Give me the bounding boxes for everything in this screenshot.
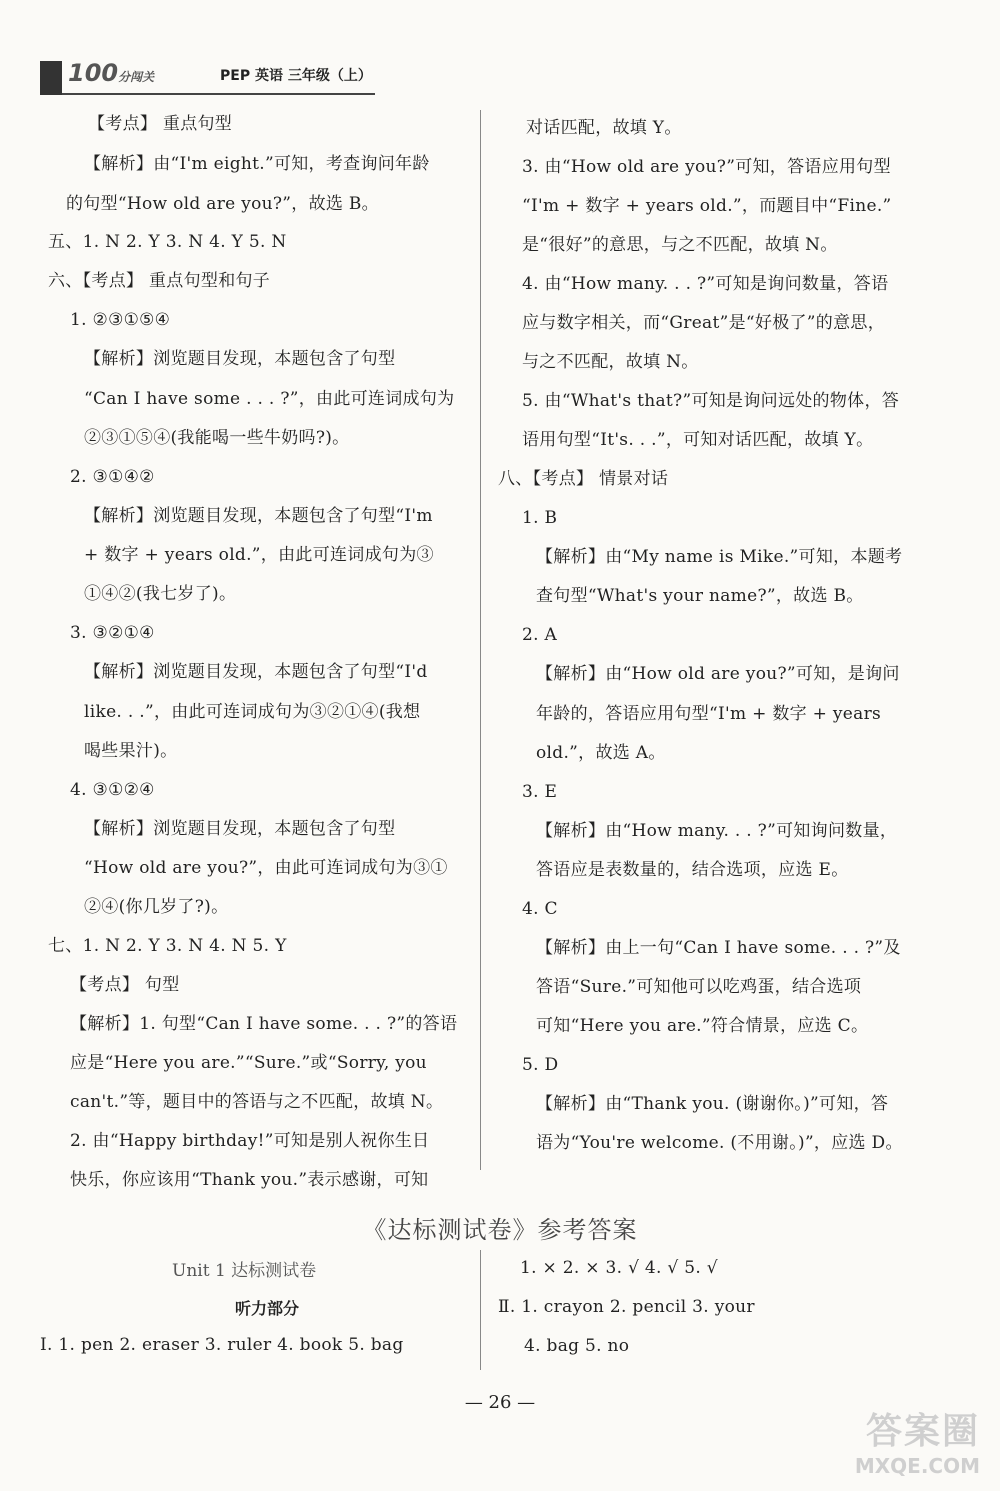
watermark-logo: 答案圈 MXQE.COM	[854, 1411, 980, 1478]
text-line: 【解析】由“How many. . . ?”可知询问数量，	[536, 821, 898, 841]
text-line: 答语应是表数量的，结合选项，应选 E。	[536, 860, 849, 880]
listening-title: 听力部分	[235, 1299, 300, 1318]
column-divider-bottom	[480, 1250, 481, 1370]
text-line: 查句型“What's your name?”，故选 B。	[536, 586, 864, 606]
text-line: 年龄的，答语应用句型“I'm + 数字 + years	[536, 704, 882, 724]
text-line: 语为“You're welcome. (不用谢。)”，应选 D。	[536, 1133, 903, 1153]
text-line: 【解析】浏览题目发现，本题包含了句型	[84, 349, 396, 369]
text-line: 是“很好”的意思，与之不匹配，故填 N。	[522, 235, 838, 255]
text-line: 【解析】由上一句“Can I have some. . . ?”及	[536, 938, 901, 958]
text-line: 【考点】 句型	[70, 975, 180, 995]
text-line: 八、【考点】 情景对话	[498, 469, 669, 489]
text-line: 应与数字相关，而“Great”是“好极了”的意思，	[522, 313, 885, 333]
text-line: 应是“Here you are.”“Sure.”或“Sorry, you	[70, 1053, 427, 1073]
text-line: 3. E	[522, 782, 558, 802]
text-line: 2. A	[522, 625, 558, 645]
text-line: 1. B	[522, 508, 558, 528]
text-line: 【解析】由“I'm eight.”可知，考查询问年龄	[84, 154, 430, 174]
answer-line: Ⅱ. 1. crayon 2. pencil 3. your	[498, 1297, 755, 1317]
section-title: 《达标测试卷》参考答案	[362, 1216, 638, 1244]
text-line: 4. ③①②④	[70, 780, 155, 800]
text-line: + 数字 + years old.”，由此可连词成句为③	[84, 545, 434, 565]
text-line: 六、【考点】 重点句型和句子	[48, 271, 271, 291]
text-line: 4. 由“How many. . . ?”可知是询问数量，答语	[522, 274, 889, 294]
text-line: 快乐，你应该用“Thank you.”表示感谢，可知	[70, 1170, 429, 1190]
text-line: 【解析】浏览题目发现，本题包含了句型	[84, 819, 396, 839]
text-line: 的句型“How old are you?”，故选 B。	[66, 194, 379, 214]
page-number: — 26 —	[464, 1392, 536, 1413]
text-line: old.”，故选 A。	[536, 743, 666, 763]
book-title: PEP 英语 三年级（上）	[220, 68, 372, 84]
text-line: 3. ③②①④	[70, 623, 155, 643]
text-line: 2. 由“Happy birthday!”可知是别人祝你生日	[70, 1131, 430, 1151]
page-header	[40, 55, 375, 95]
header-rule	[62, 93, 375, 95]
text-line: 【解析】由“Thank you. (谢谢你。)”可知，答	[536, 1094, 889, 1114]
text-line: 喝些果汁)。	[84, 741, 178, 761]
text-line: 【考点】 重点句型	[88, 114, 233, 134]
text-line: 【解析】浏览题目发现，本题包含了句型“I'm	[84, 506, 433, 526]
text-line: 4. C	[522, 899, 558, 919]
header-bar	[40, 61, 62, 95]
answer-line: 4. bag 5. no	[524, 1336, 630, 1356]
column-divider	[480, 110, 481, 1170]
text-line: 五、1. N 2. Y 3. N 4. Y 5. N	[48, 232, 287, 252]
text-line: 对话匹配，故填 Y。	[526, 118, 682, 138]
book-logo: 100分闯关	[68, 59, 155, 87]
text-line: 【解析】1. 句型“Can I have some. . . ?”的答语	[70, 1014, 458, 1034]
text-line: 语用句型“It's. . .”，可知对话匹配，故填 Y。	[522, 430, 874, 450]
answer-line: 1. × 2. × 3. √ 4. √ 5. √	[520, 1258, 718, 1278]
text-line: 3. 由“How old are you?”可知，答语应用句型	[522, 157, 891, 177]
answer-line-listening: Ⅰ. 1. pen 2. eraser 3. ruler 4. book 5. bag	[40, 1335, 404, 1355]
text-line: can't.”等，题目中的答语与之不匹配，故填 N。	[70, 1092, 444, 1112]
text-line: ②④(你几岁了?)。	[84, 897, 229, 917]
text-line: 【解析】浏览题目发现，本题包含了句型“I'd	[84, 662, 428, 682]
text-line: 5. 由“What's that?”可知是询问远处的物体，答	[522, 391, 900, 411]
text-line: like. . .”，由此可连词成句为③②①④(我想	[84, 702, 421, 722]
text-line: 5. D	[522, 1055, 559, 1075]
text-line: 可知“Here you are.”符合情景，应选 C。	[536, 1016, 869, 1036]
text-line: 七、1. N 2. Y 3. N 4. N 5. Y	[48, 936, 287, 956]
text-line: 答语“Sure.”可知他可以吃鸡蛋，结合选项	[536, 977, 862, 997]
text-line: 与之不匹配，故填 N。	[522, 352, 699, 372]
text-line: 1. ②③①⑤④	[70, 310, 171, 330]
text-line: 2. ③①④②	[70, 467, 155, 487]
text-line: “I'm + 数字 + years old.”，而题目中“Fine.”	[522, 196, 892, 216]
text-line: “Can I have some . . . ?”，由此可连词成句为	[84, 389, 455, 409]
text-line: 【解析】由“My name is Mike.”可知，本题考	[536, 547, 903, 567]
unit-title: Unit 1 达标测试卷	[172, 1261, 317, 1281]
text-line: “How old are you?”，由此可连词成句为③①	[84, 858, 448, 878]
text-line: 【解析】由“How old are you?”可知，是询问	[536, 664, 900, 684]
text-line: ①④②(我七岁了)。	[84, 584, 237, 604]
text-line: ②③①⑤④(我能喝一些牛奶吗?)。	[84, 428, 350, 448]
